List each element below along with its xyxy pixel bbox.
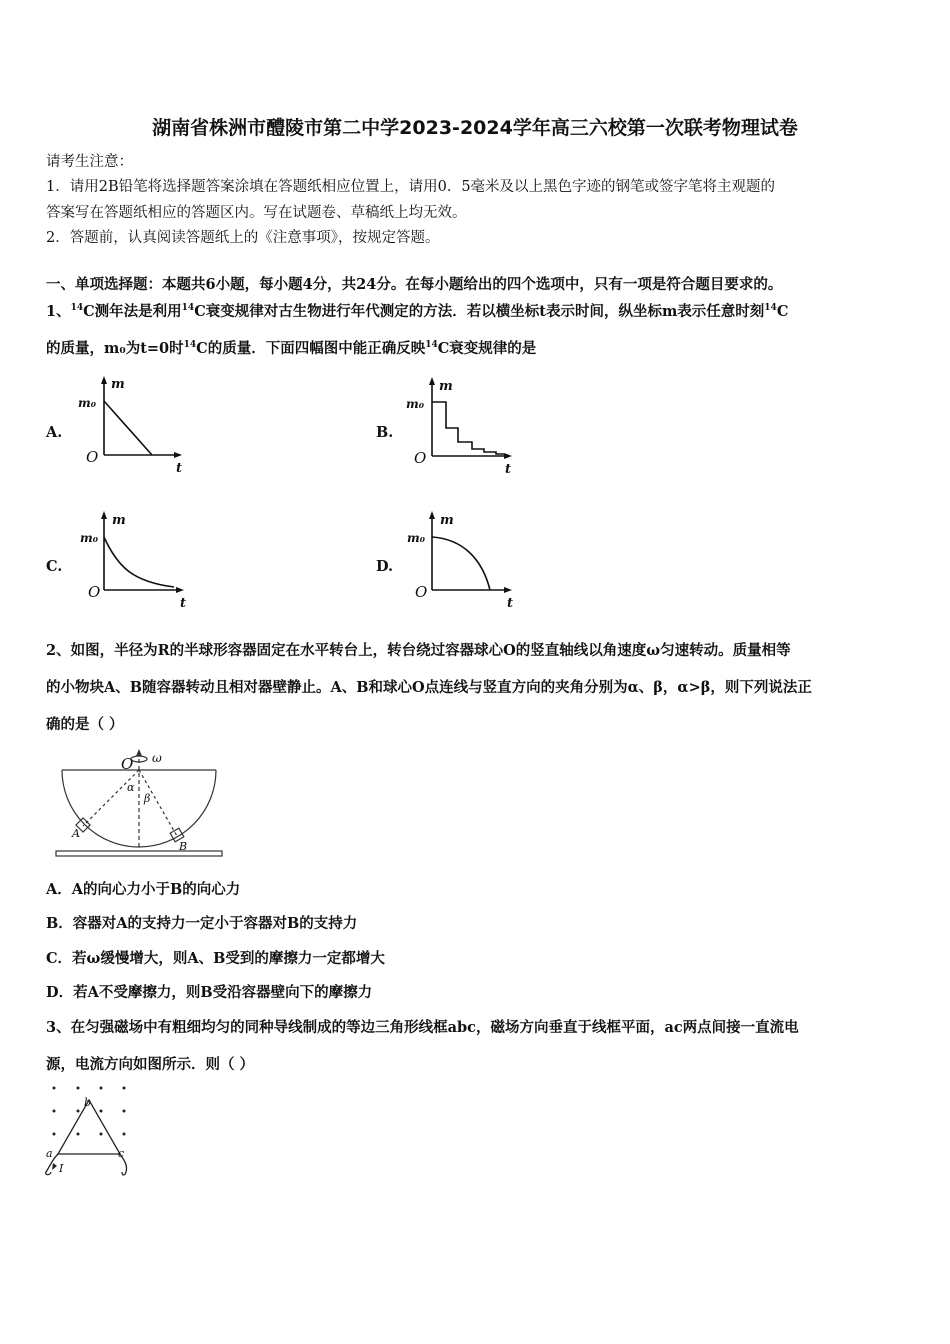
q3-c: c	[118, 1147, 125, 1160]
q2-line-3: 确的是（ ）	[46, 716, 124, 733]
q1-c-origin: O	[88, 583, 101, 601]
q1-d-xlabel: t	[507, 596, 514, 611]
q1-line-1: 1、$^{14}$C测年法是利用$^{14}$C衰变规律对古生物进行年代测定的方法．若以横坐标t表示时间，纵坐标m表示任意时刻$^{14}$C	[46, 303, 789, 320]
q1-a-m0: m₀	[78, 396, 96, 410]
q1-a-ylabel: m	[111, 377, 125, 392]
q1-d-m0: m₀	[407, 531, 425, 545]
q1-line-2: 的质量，m₀为t=0时$^{14}$C的质量．下面四幅图中能正确反映$^{14}$C衰变规律的是	[46, 340, 537, 357]
q1-c-ylabel: m	[112, 513, 126, 528]
q2-b: B	[179, 840, 188, 853]
q3-current: I	[59, 1162, 64, 1175]
q1-d-origin: O	[415, 583, 428, 601]
notice-heading: 请考生注意：	[46, 154, 133, 170]
q3-line-1: 3、在匀强磁场中有粗细均匀的同种导线制成的等边三角形线框abc，磁场方向垂直于线框平面，ac两点间接一直流电	[46, 1019, 799, 1036]
q2-beta: β	[144, 792, 151, 805]
q2-option-c: C．若ω缓慢增大，则A、B受到的摩擦力一定都增大	[46, 950, 385, 967]
q1-a-origin: O	[86, 448, 99, 466]
q2-line-1: 2、如图，半径为R的半球形容器固定在水平转台上，转台绕过容器球心O的竖直轴线以角速度ω匀速转动。质量相等	[46, 642, 791, 659]
q1-b-m0: m₀	[406, 397, 424, 411]
q1-b-ylabel: m	[439, 379, 453, 394]
notice-line-3: 2．答题前，认真阅读答题纸上的《注意事项》，按规定答题。	[46, 230, 440, 246]
q1-d-ylabel: m	[440, 513, 454, 528]
q3-line-2: 源，电流方向如图所示．则（ ）	[46, 1056, 255, 1073]
q2-option-b: B．容器对A的支持力一定小于容器对B的支持力	[46, 915, 358, 932]
q1-b-xlabel: t	[505, 462, 512, 477]
q1-option-d-label: D.	[376, 558, 394, 575]
q1-option-c-label: C.	[46, 558, 63, 575]
q2-line-2: 的小物块A、B随容器转动且相对器壁静止。A、B和球心O点连线与竖直方向的夹角分别为α、β，α>β，则下列说法正	[46, 679, 812, 696]
q1-option-b-label: B.	[376, 424, 394, 441]
q3-a: a	[46, 1147, 53, 1160]
q2-omega: ω	[152, 751, 162, 765]
q2-o: O	[121, 755, 134, 773]
q2-option-d: D．若A不受摩擦力，则B受沿容器壁向下的摩擦力	[46, 984, 373, 1001]
q2-option-a: A．A的向心力小于B的向心力	[46, 881, 241, 898]
notice-line-1: 1．请用2B铅笔将选择题答案涂填在答题纸相应位置上，请用0．5毫米及以上黑色字迹的钢笔或签字笔将主观题的	[46, 179, 776, 195]
q2-a: A	[72, 827, 80, 840]
notice-line-2: 答案写在答题纸相应的答题区内。写在试题卷、草稿纸上均无效。	[46, 205, 467, 221]
page-title: 湖南省株洲市醴陵市第二中学2023-2024学年高三六校第一次联考物理试卷	[152, 117, 798, 139]
q1-option-a-label: A.	[46, 424, 63, 441]
q1-c-xlabel: t	[180, 596, 187, 611]
q1-c-m0: m₀	[80, 531, 98, 545]
q1-b-origin: O	[414, 449, 427, 467]
q1-a-xlabel: t	[176, 461, 183, 476]
section-heading: 一、单项选择题：本题共6小题，每小题4分，共24分。在每小题给出的四个选项中，只有一项是符合题目要求的。	[46, 276, 783, 293]
q2-alpha: α	[127, 781, 135, 794]
q3-b: b	[84, 1096, 92, 1109]
